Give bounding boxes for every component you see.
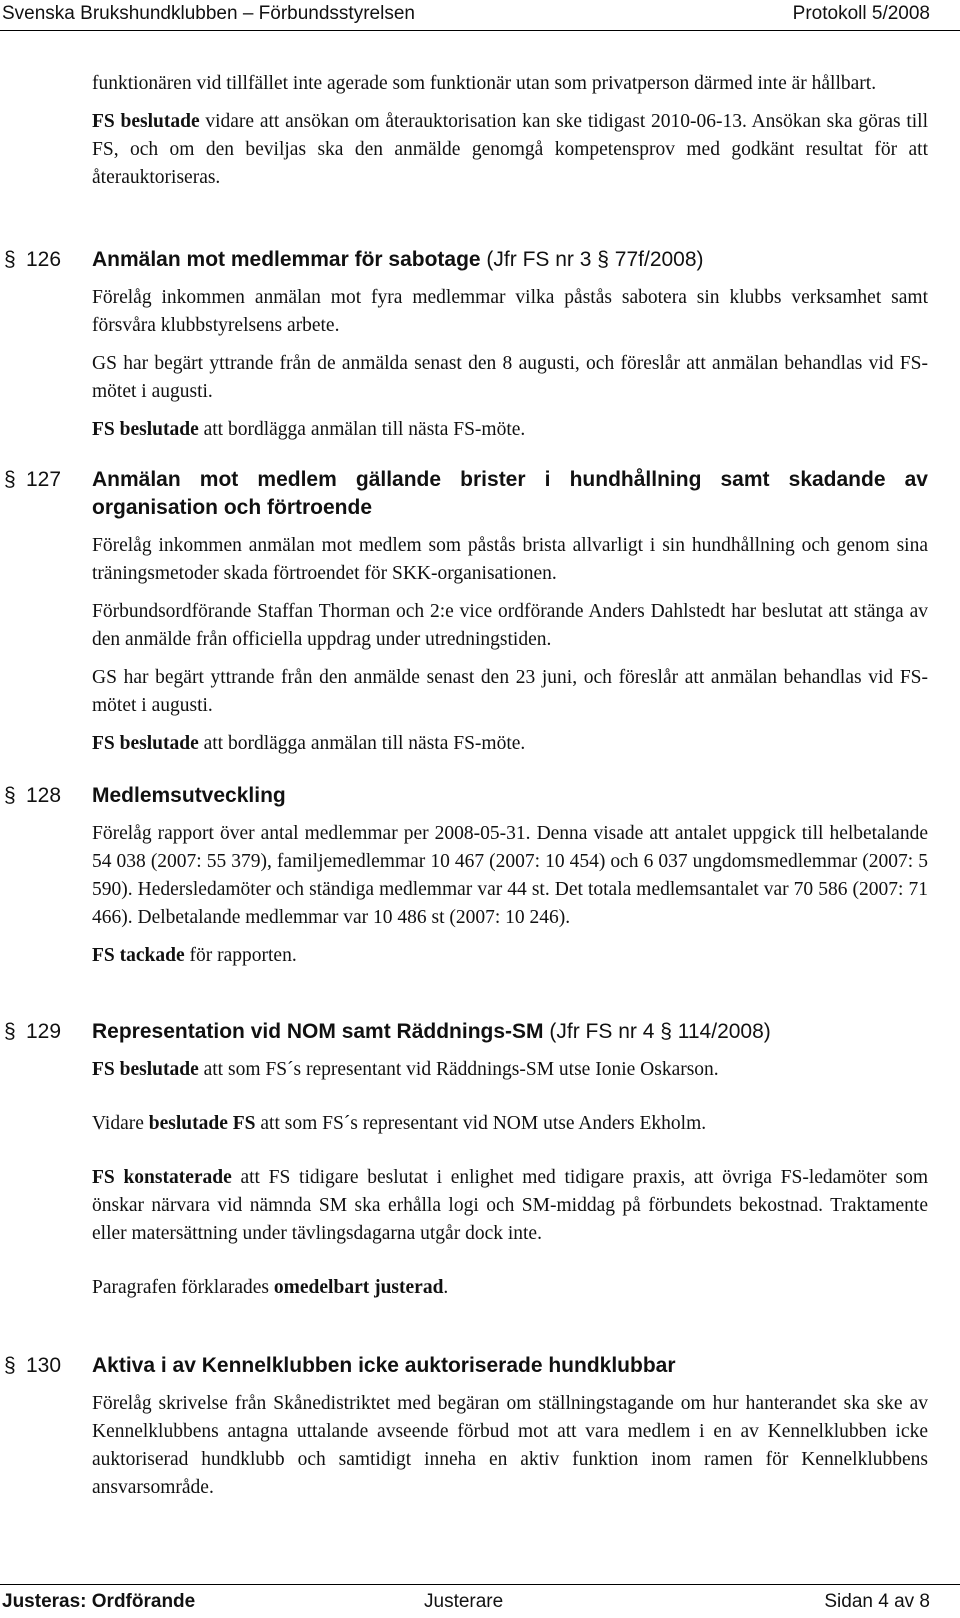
decision-paragraph: FS beslutade att bordlägga anmälan till nästa FS-möte. xyxy=(92,733,526,754)
decision-paragraph: Vidare beslutade FS att som FS´s representant vid NOM utse Anders Ekholm. xyxy=(92,1113,707,1134)
section-number: § 130 xyxy=(4,1354,62,1377)
footer-adjuster: Justerare xyxy=(424,1591,504,1612)
section-title: Representation vid NOM samt Räddnings-SM (Jfr FS nr 4 § 114/2008) xyxy=(92,1020,771,1043)
paragraph: Förelåg skrivelse från Skånedistriktet med begäran om ställningstagande om hur hanterandet ska ske av Kennelklubbens antagna uttalande avseende förbud mot att vara medlem i en av Kennelklubben icke auktoriserad hundklubb och samtidigt inneha en aktiv funktion inom ramen för Kennelklubbens ansvarsområde. xyxy=(92,1393,928,1498)
footer-chair-signature: Justeras: Ordförande xyxy=(2,1591,196,1612)
section-number: § 127 xyxy=(4,468,62,491)
paragraph: Förelåg inkommen anmälan mot medlem som påstås brista allvarligt i sin hundhållning och genom sina träningsmetoder skada förtroendet för SKK-organisationen. xyxy=(92,535,928,584)
section-title: Anmälan mot medlemmar för sabotage (Jfr FS nr 3 § 77f/2008) xyxy=(92,248,704,271)
paragraph: GS har begärt yttrande från den anmälde senast den 23 juni, och föreslår att anmälan behandlas vid FS-mötet i augusti. xyxy=(92,667,928,716)
page-footer xyxy=(0,1584,960,1618)
section-number: § 129 xyxy=(4,1020,62,1043)
paragraph: Förbundsordförande Staffan Thorman och 2:e vice ordförande Anders Dahlstedt har beslutat att stänga av den anmälde från officiella uppdrag under utredningstiden. xyxy=(92,601,928,650)
section-number: § 126 xyxy=(4,248,62,271)
intro-text xyxy=(92,70,928,192)
section-title: Aktiva i av Kennelklubben icke auktoriserade hundklubbar xyxy=(92,1354,676,1377)
decision-paragraph: FS tackade för rapporten. xyxy=(92,945,297,966)
section-title: Anmälan mot medlem gällande brister i hundhållning samt skadande av organisation och förtroende xyxy=(92,468,928,519)
header-organization: Svenska Brukshundklubben – Förbundsstyrelsen xyxy=(2,3,415,24)
footer-page-number: Sidan 4 av 8 xyxy=(824,1591,930,1612)
decision-paragraph: FS konstaterade att FS tidigare beslutat i enlighet med tidigare praxis, att övriga FS-ledamöter som önskar närvara vid nämnda SM ska erhålla logi och SM-middag på förbundets bekostnad. Traktamente eller matersättning under tävlingsdagarna utgår dock inte. xyxy=(92,1167,928,1244)
decision-paragraph: FS beslutade att bordlägga anmälan till nästa FS-möte. xyxy=(92,419,526,440)
header-protocol-number: Protokoll 5/2008 xyxy=(792,3,930,24)
paragraph: GS har begärt yttrande från de anmälda senast den 8 augusti, och föreslår att anmälan behandlas vid FS-mötet i augusti. xyxy=(92,353,928,402)
paragraph: Förelåg rapport över antal medlemmar per 2008-05-31. Denna visade att antalet uppgick till helbetalande 54 038 (2007: 55 379), familjemedlemmar 10 467 (2007: 10 454) och 6 037 ungdomsmedlemmar (2007: 5 590). Hedersledamöter och ständiga medlemmar var 44 st. Det totala medlemsantalet var 70 586 (2007: 71 466). Delbetalande medlemmar var 10 486 st (2007: 10 246). xyxy=(92,823,928,928)
adjustment-paragraph: Paragrafen förklarades omedelbart justerad. xyxy=(92,1277,449,1298)
decision-paragraph: FS beslutade att som FS´s representant vid Räddnings-SM utse Ionie Oskarson. xyxy=(92,1059,719,1080)
page-header xyxy=(0,0,960,31)
paragraph: Förelåg inkommen anmälan mot fyra medlemmar vilka påstås sabotera sin klubbs verksamhet samt försvåra klubbstyrelsens arbete. xyxy=(92,287,928,336)
section-number: § 128 xyxy=(4,784,62,807)
intro-paragraph-2: FS beslutade vidare att ansökan om återauktorisation kan ske tidigast 2010-06-13. Ansökan ska göras till FS, och om den beviljas ska den anmälde genomgå kompetensprov med godkänt resultat för att återauktoriseras. xyxy=(92,111,928,188)
section-title: Medlemsutveckling xyxy=(92,784,286,807)
intro-paragraph-1: funktionären vid tillfället inte agerade som funktionär utan som privatperson därmed inte är hållbart. xyxy=(92,73,877,94)
